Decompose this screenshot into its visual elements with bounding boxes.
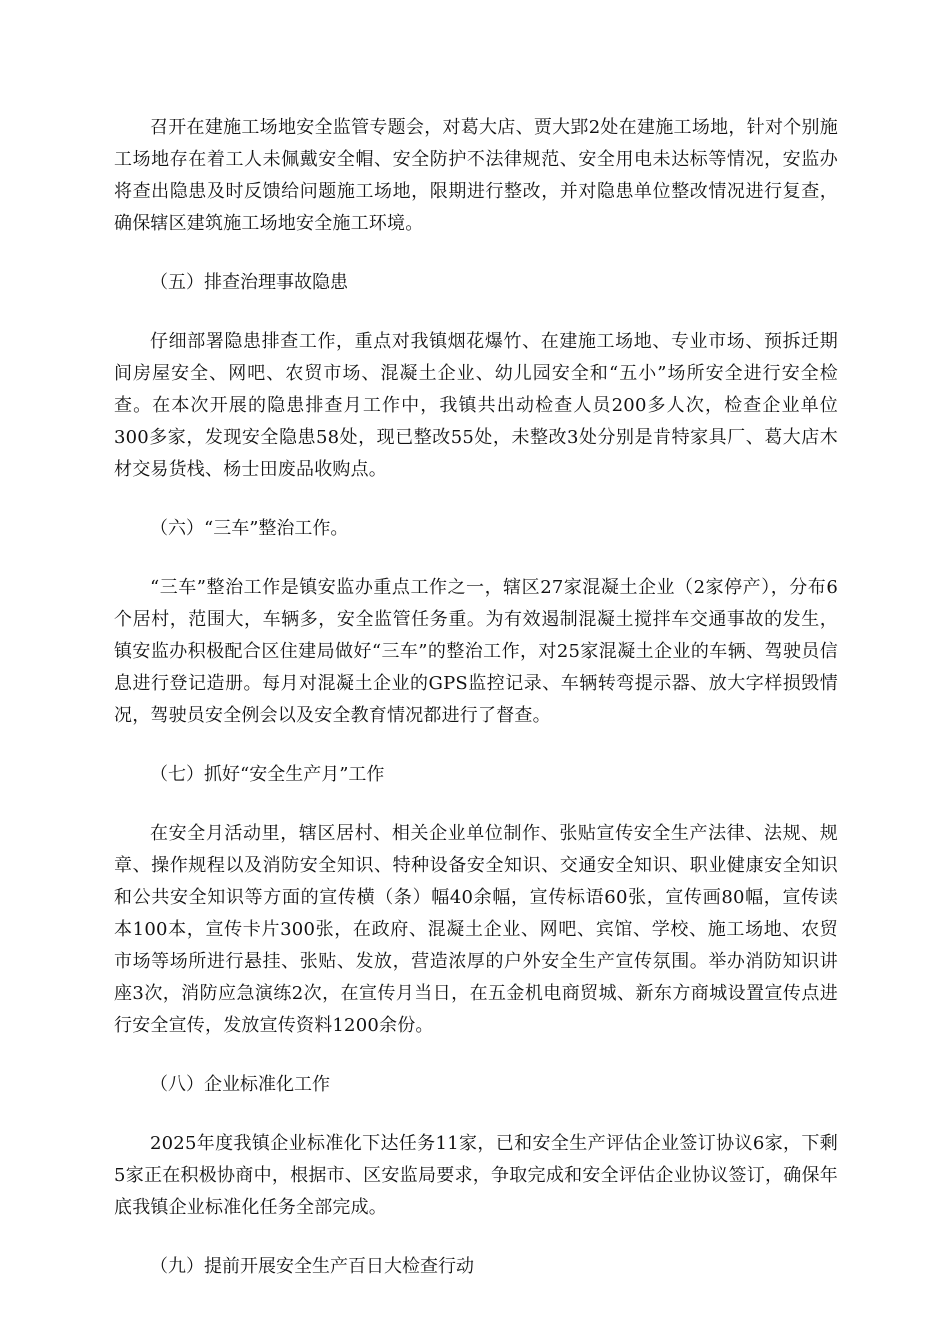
- section-heading-7: （七）抓好“安全生产月”工作: [150, 764, 385, 785]
- paragraph-safety-month: 在安全月活动里，辖区居村、相关企业单位制作、张贴宣传安全生产法律、法规、规章、操作规程以及消防安全知识、特种设备安全知识、交通安全知识、职业健康安全知识和公共安全知识等方面的宣传横（条）幅40余幅，宣传标语60张，宣传画80幅，宣传读本100本，宣传卡片300张，在政府、混凝土企业、网吧、宾馆、学校、施工场地、农贸市场等场所进行悬挂、张贴、发放，营造浓厚的户外安全生产宣传氛围。举办消防知识讲座3次，消防应急演练2次，在宣传月当日，在五金机电商贸城、新东方商城设置宣传点进行安全宣传，发放宣传资料1200余份。: [114, 823, 838, 1036]
- section-heading-6: （六）“三车”整治工作。: [150, 518, 349, 539]
- paragraph-hazard-inspection: 仔细部署隐患排查工作，重点对我镇烟花爆竹、在建施工场地、专业市场、预拆迁期间房屋安全、网吧、农贸市场、混凝土企业、幼儿园安全和“五小”场所安全进行安全检查。在本次开展的隐患排查月工作中，我镇共出动检查人员200多人次，检查企业单位300多家，发现安全隐患58处，现已整改55处，未整改3处分别是肯特家具厂、葛大店木材交易货栈、杨士田废品收购点。: [114, 331, 838, 480]
- section-heading-9: （九）提前开展安全生产百日大检查行动: [150, 1256, 474, 1277]
- section-heading-5: （五）排查治理事故隐患: [150, 272, 348, 293]
- paragraph-construction-site-safety: 召开在建施工场地安全监管专题会，对葛大店、贾大郢2处在建施工场地，针对个别施工场地存在着工人未佩戴安全帽、安全防护不法律规范、安全用电未达标等情况，安监办将查出隐患及时反馈给问题施工场地，限期进行整改，并对隐患单位整改情况进行复查，确保辖区建筑施工场地安全施工环境。: [114, 117, 838, 234]
- section-heading-8: （八）企业标准化工作: [150, 1074, 330, 1095]
- document-body: [114, 112, 838, 1310]
- paragraph-three-vehicles: “三车”整治工作是镇安监办重点工作之一，辖区27家混凝土企业（2家停产），分布6个居村，范围大，车辆多，安全监管任务重。为有效遏制混凝土搅拌车交通事故的发生，镇安监办积极配合区住建局做好“三车”的整治工作，对25家混凝土企业的车辆、驾驶员信息进行登记造册。每月对混凝土企业的GPS监控记录、车辆转弯提示器、放大字样损毁情况，驾驶员安全例会以及安全教育情况都进行了督查。: [114, 577, 838, 726]
- paragraph-standardization: 2025年度我镇企业标准化下达任务11家，已和安全生产评估企业签订协议6家，下剩5家正在积极协商中，根据市、区安监局要求，争取完成和安全评估企业协议签订，确保年底我镇企业标准化任务全部完成。: [114, 1133, 838, 1218]
